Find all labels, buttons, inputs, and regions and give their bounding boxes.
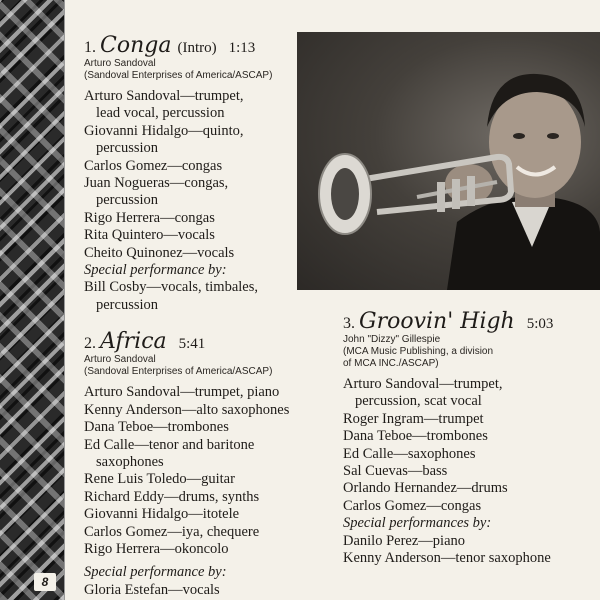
publisher-credit: (Sandoval Enterprises of America/ASCAP) <box>84 366 273 378</box>
track-title: Groovin' High <box>359 309 515 334</box>
musician-line: Dana Teboe—trombones <box>343 428 488 445</box>
musician-line: Rita Quintero—vocals <box>84 227 215 244</box>
musician-list <box>84 384 304 558</box>
musician-line: Orlando Hernandez—drums <box>343 480 508 497</box>
musician-line: Kenny Anderson—tenor saxophone <box>343 550 551 567</box>
track-number: 1. <box>84 39 96 56</box>
track-title: Conga <box>100 33 172 58</box>
left-column <box>84 33 304 599</box>
track-3 <box>343 309 593 567</box>
musician-line: Arturo Sandoval—trumpet, piano <box>84 384 280 401</box>
musician-line: saxophones <box>96 453 164 470</box>
musician-line: Ed Calle—saxophones <box>343 445 476 462</box>
musician-line: Rene Luis Toledo—guitar <box>84 471 235 488</box>
track-number: 3. <box>343 315 355 332</box>
musician-line: Gloria Estefan—vocals <box>84 581 220 598</box>
musician-line: Arturo Sandoval—trumpet, <box>84 88 244 104</box>
special-performance-label: Special performance by: <box>84 564 227 581</box>
track-heading <box>343 309 593 334</box>
musician-line: Arturo Sandoval—trumpet, <box>343 376 503 392</box>
musician-line: percussion, scat vocal <box>355 393 482 410</box>
special-performance-label: Special performance by: <box>84 262 227 279</box>
decorative-side-strip <box>0 0 65 600</box>
special-performance-label: Special performances by: <box>343 515 492 532</box>
track-heading <box>84 33 304 58</box>
composer-credit: Arturo Sandoval <box>84 58 156 69</box>
right-column <box>343 309 593 567</box>
musician-line: Carlos Gomez—congas <box>343 497 482 514</box>
track-duration: 5:41 <box>178 336 206 353</box>
special-list <box>343 533 593 568</box>
musician-line: percussion <box>96 140 159 157</box>
track-subtitle: (Intro) <box>177 40 217 56</box>
musician-line: Carlos Gomez—iya, chequere <box>84 523 260 540</box>
musician-line: Roger Ingram—trumpet <box>343 410 484 427</box>
special-list <box>84 279 304 314</box>
special-list <box>84 582 304 599</box>
page-number: 8 <box>34 573 56 591</box>
musician-list <box>84 88 304 262</box>
musician-line: Giovanni Hidalgo—quinto, <box>84 122 244 139</box>
musician-line: Ed Calle—tenor and baritone <box>84 436 255 453</box>
musician-line: Cheito Quinonez—vocals <box>84 244 235 261</box>
musician-line: Bill Cosby—vocals, timbales, <box>84 279 258 296</box>
musician-line: Giovanni Hidalgo—itotele <box>84 506 240 523</box>
publisher-credit: (Sandoval Enterprises of America/ASCAP) <box>84 70 273 81</box>
musician-line: percussion <box>96 192 159 209</box>
track-duration: 5:03 <box>526 316 554 332</box>
musician-line: Rigo Herrera—congas <box>84 209 215 226</box>
publisher-credit: of MCA INC./ASCAP) <box>343 358 439 369</box>
track-duration: 1:13 <box>228 40 256 56</box>
musician-line: Carlos Gomez—congas <box>84 157 223 174</box>
composer-credit: John "Dizzy" Gillespie <box>343 334 441 345</box>
track-number: 2. <box>84 335 96 353</box>
track-heading <box>84 329 304 355</box>
track-1 <box>84 33 304 314</box>
musician-line: Sal Cuevas—bass <box>343 463 448 480</box>
track-title: Africa <box>100 329 167 355</box>
musician-line: Kenny Anderson—alto saxophones <box>84 401 290 418</box>
track-2 <box>84 329 304 599</box>
trumpet-player-illustration <box>297 32 600 290</box>
composer-credit: Arturo Sandoval <box>84 354 156 366</box>
musician-photo <box>297 32 600 290</box>
musician-line: Juan Nogueras—congas, <box>84 175 229 192</box>
musician-line: Danilo Perez—piano <box>343 532 466 549</box>
musician-line: lead vocal, percussion <box>96 105 225 122</box>
musician-line: percussion <box>96 296 159 313</box>
publisher-credit: (MCA Music Publishing, a division <box>343 346 494 357</box>
musician-line: Richard Eddy—drums, synths <box>84 488 260 505</box>
musician-line: Rigo Herrera—okoncolo <box>84 540 229 557</box>
musician-list <box>343 376 593 515</box>
musician-line: Dana Teboe—trombones <box>84 419 229 436</box>
